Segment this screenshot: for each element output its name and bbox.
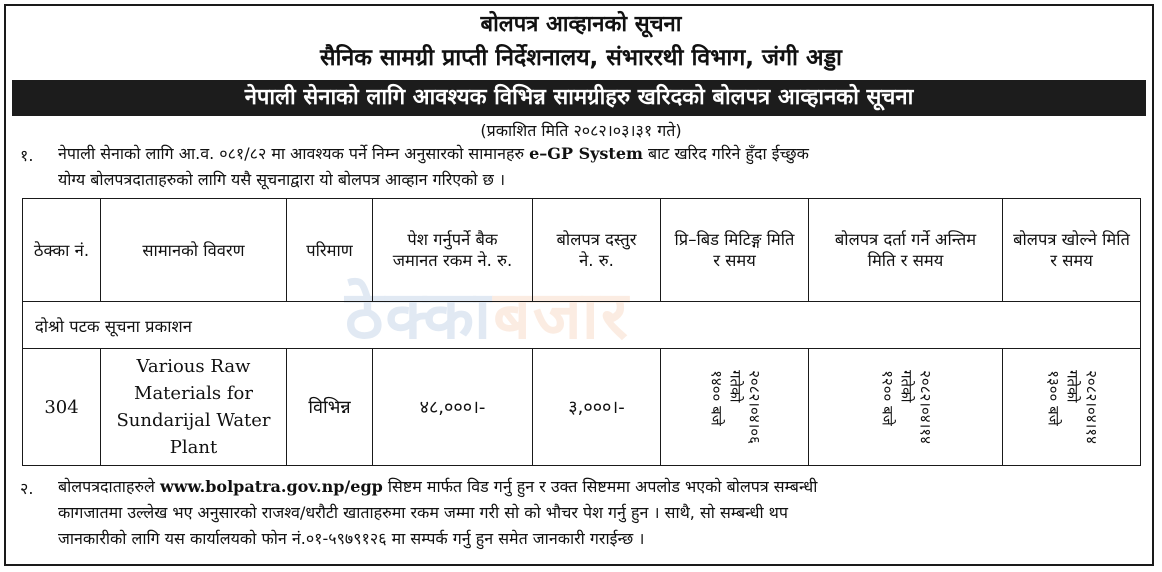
notice-banner: नेपाली सेनाको लागि आवश्यक विभिन्न सामग्रीहरु खरिदको बोलपत्र आव्हानको सूचना: [12, 80, 1146, 116]
egp-system-text: e–GP System: [529, 144, 643, 163]
para2-number: २.: [20, 479, 34, 498]
col-header-description: सामानको विवरण: [101, 199, 287, 302]
opening-gate: गतेको: [1063, 370, 1081, 403]
para2-line1: [58, 474, 1148, 499]
para1-text-b: बाट खरिद गरिने हुँदा ईच्छुक: [642, 144, 809, 163]
cell-quantity: विभिन्न: [287, 349, 373, 466]
registration-date: २०८२।०४।१४: [916, 370, 934, 444]
published-date: (प्रकाशित मिति २०८२।०३।३१ गते): [480, 121, 682, 140]
bolpatra-url[interactable]: www.bolpatra.gov.np/egp: [159, 477, 383, 496]
col-header-contract-no: ठेक्का नं.: [23, 199, 101, 302]
cell-registration: [809, 349, 1003, 466]
cell-contract-no: 304: [23, 349, 101, 466]
prebid-time: १४०० बजे: [707, 370, 725, 426]
cell-prebid: [661, 349, 809, 466]
table-row: [23, 349, 1141, 466]
para1-line1: [58, 141, 1148, 166]
prebid-gate: गतेको: [726, 370, 744, 403]
para2-line3: जानकारीको लागि यस कार्यालयको फोन नं.०१-५९७९१२६ मा सम्पर्क गर्नु हुन समेत जानकारी गराईन्छ ।: [58, 529, 645, 548]
prebid-date: २०८२।०४।०६: [745, 370, 763, 444]
registration-gate: गतेको: [897, 370, 915, 403]
col-header-prebid: प्रि–बिड मिटिङ्ग मिति र समय: [661, 199, 809, 302]
table-header-row: [23, 199, 1141, 302]
para1-line2: योग्य बोलपत्रदाताहरुको लागि यसै सूचनाद्वारा यो बोलपत्र आव्हान गरिएको छ ।: [58, 170, 506, 189]
watermark-part2: बजार: [493, 277, 630, 354]
cell-fee: ३,०००।-: [533, 349, 661, 466]
para1-text-a: नेपाली सेनाको लागि आ.व. ०८१/८२ मा आवश्यक पर्ने निम्न अनुसारको सामानहरु: [58, 144, 530, 163]
col-header-guarantee: पेश गर्नुपर्ने बैक जमानत रकम ने. रु.: [373, 199, 533, 302]
opening-date: २०८२।०४।१४: [1082, 370, 1100, 444]
watermark-part1: ठेक्का: [345, 277, 494, 354]
section-row: [23, 302, 1141, 349]
col-header-opening: बोलपत्र खोल्ने मिति र समय: [1003, 199, 1141, 302]
para1-number: १.: [20, 146, 34, 165]
col-header-quantity: परिमाण: [287, 199, 373, 302]
office-name: सैनिक सामग्री प्राप्ती निर्देशनालय, संभाररथी विभाग, जंगी अड्डा: [319, 45, 842, 71]
section-label: दोश्रो पटक सूचना प्रकाशन: [23, 302, 1141, 349]
para2-line2: कागजातमा उल्लेख भए अनुसारको राजश्व/धरौटी खाताहरुमा रकम जम्मा गरी सो को भौचर पेश गर्नु हुन । साथै, सो सम्बन्धी थप: [58, 503, 788, 522]
col-header-registration: बोलपत्र दर्ता गर्ने अन्तिम मिति र समय: [809, 199, 1003, 302]
para2-text-a: बोलपत्रदाताहरुले: [58, 477, 160, 496]
para2-text-b: सिष्टम मार्फत विड गर्नु हुन र उक्त सिष्टममा अपलोड भएको बोलपत्र सम्बन्धी: [382, 477, 818, 496]
col-header-fee: बोलपत्र दस्तुर ने. रु.: [533, 199, 661, 302]
opening-time: १३०० बजे: [1044, 370, 1062, 426]
cell-guarantee: ४८,०००।-: [373, 349, 533, 466]
notice-title: बोलपत्र आव्हानको सूचना: [480, 12, 682, 37]
cell-description: Various Raw Materials for Sundarijal Water Plant: [101, 349, 287, 466]
cell-opening: [1003, 349, 1141, 466]
tender-table: [22, 198, 1141, 466]
registration-time: १२०० बजे: [878, 370, 896, 426]
